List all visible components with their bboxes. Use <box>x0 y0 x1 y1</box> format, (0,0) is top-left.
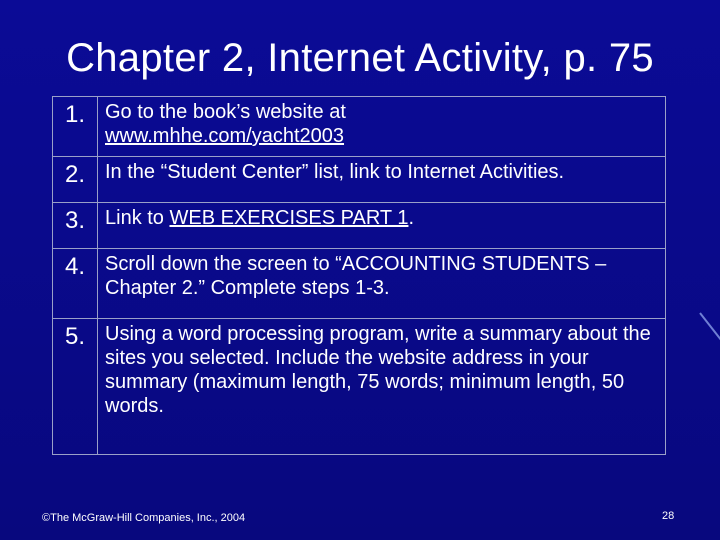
step-3-prefix: Link to <box>105 207 170 229</box>
step-row <box>53 203 666 249</box>
step-number: 5. <box>53 319 98 455</box>
slide-title: Chapter 2, Internet Activity, p. 75 <box>66 36 654 80</box>
step-3-suffix: . <box>408 207 415 229</box>
step-text: Using a word processing program, write a summary about the sites you selected. Include the website address in your summary (maximum length, 75 words; minimum length, 50 words. <box>98 319 666 455</box>
step-number: 3. <box>53 203 98 249</box>
step-text <box>98 203 666 249</box>
step-number: 4. <box>53 249 98 319</box>
steps-table <box>52 96 666 455</box>
copyright-footer: ©The McGraw-Hill Companies, Inc., 2004 <box>42 512 246 524</box>
step-1-line: Go to the book’s website at <box>105 101 346 123</box>
step-number: 1. <box>53 97 98 157</box>
step-row <box>53 157 666 203</box>
step-row <box>53 249 666 319</box>
step-text: In the “Student Center” list, link to Internet Activities. <box>98 157 666 203</box>
website-link[interactable]: www.mhhe.com/yacht2003 <box>105 125 345 147</box>
step-text <box>98 97 666 157</box>
web-exercises-link[interactable]: WEB EXERCISES PART 1 <box>169 207 409 229</box>
step-text: Scroll down the screen to “ACCOUNTING STUDENTS – Chapter 2.” Complete steps 1-3. <box>98 249 666 319</box>
step-number: 2. <box>53 157 98 203</box>
step-row <box>53 97 666 157</box>
page-number: 28 <box>662 510 675 522</box>
step-row <box>53 319 666 455</box>
